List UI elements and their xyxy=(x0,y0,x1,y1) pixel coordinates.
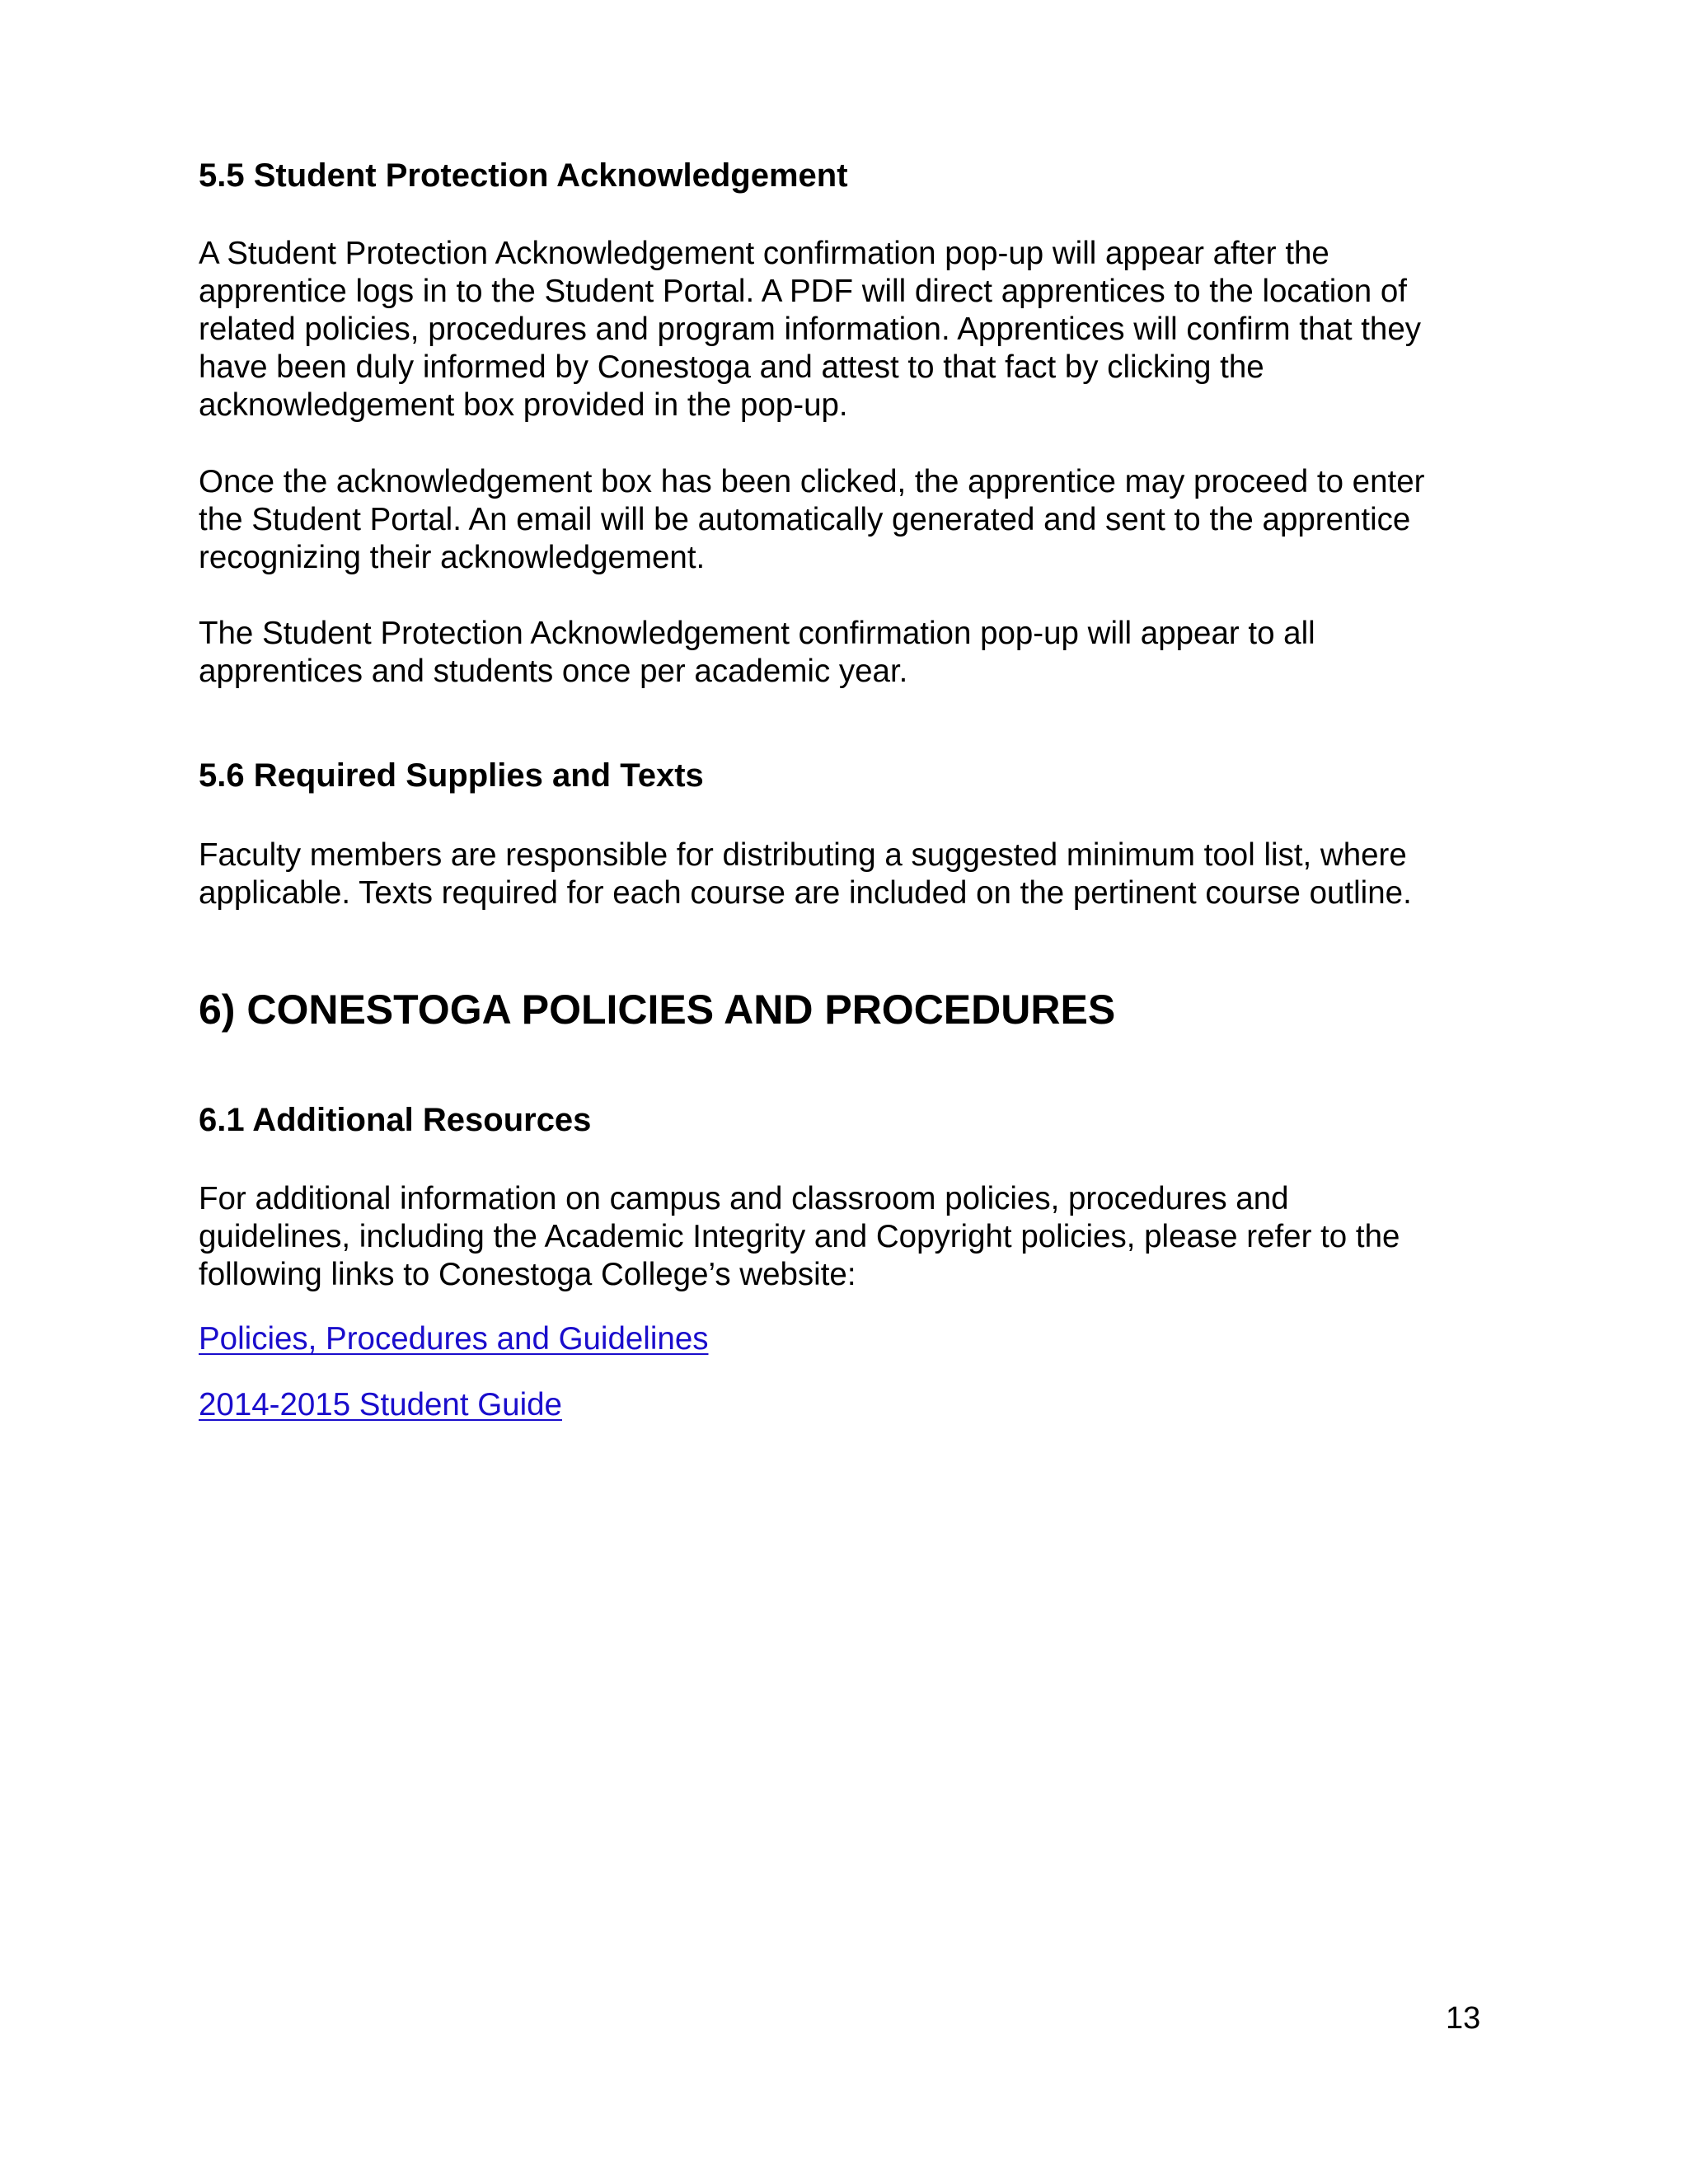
section-6-1-paragraph-1 xyxy=(199,1180,1501,1294)
text-line: have been duly informed by Conestoga and attest to that fact by clicking the xyxy=(199,349,1264,385)
section-5-5-paragraph-3 xyxy=(199,615,1501,691)
section-5-5-paragraph-2 xyxy=(199,463,1501,577)
section-5-5-paragraph-1 xyxy=(199,235,1501,424)
text-line: apprentice logs in to the Student Portal. A PDF will direct apprentices to the location of xyxy=(199,274,1407,309)
text-line: applicable. Texts required for each course are included on the pertinent course outline. xyxy=(199,875,1412,911)
policies-procedures-guidelines-link[interactable]: Policies, Procedures and Guidelines xyxy=(199,1321,709,1357)
section-5-5-heading: 5.5 Student Protection Acknowledgement xyxy=(199,157,848,194)
text-line: For additional information on campus and classroom policies, procedures and xyxy=(199,1181,1289,1216)
page-number: 13 xyxy=(1446,2001,1481,2036)
section-5-6-paragraph-1 xyxy=(199,837,1501,912)
section-5-6-heading: 5.6 Required Supplies and Texts xyxy=(199,757,704,794)
text-line: recognizing their acknowledgement. xyxy=(199,540,706,575)
section-6-1-heading: 6.1 Additional Resources xyxy=(199,1102,592,1138)
text-line: The Student Protection Acknowledgement confirmation pop-up will appear to all xyxy=(199,616,1315,651)
section-6-heading: 6) CONESTOGA POLICIES AND PROCEDURES xyxy=(199,987,1116,1033)
text-line: A Student Protection Acknowledgement confirmation pop-up will appear after the xyxy=(199,236,1329,271)
student-guide-link[interactable]: 2014-2015 Student Guide xyxy=(199,1387,562,1422)
text-line: guidelines, including the Academic Integrity and Copyright policies, please refer to the xyxy=(199,1219,1400,1254)
text-line: acknowledgement box provided in the pop-up. xyxy=(199,387,848,423)
text-line: Once the acknowledgement box has been clicked, the apprentice may proceed to enter xyxy=(199,464,1425,499)
text-line: related policies, procedures and program information. Apprentices will confirm that they xyxy=(199,312,1421,347)
text-line: apprentices and students once per academic year. xyxy=(199,654,908,689)
text-line: the Student Portal. An email will be automatically generated and sent to the apprentice xyxy=(199,502,1411,537)
document-page xyxy=(199,0,1501,2184)
text-line: following links to Conestoga College’s website: xyxy=(199,1257,856,1292)
text-line: Faculty members are responsible for distributing a suggested minimum tool list, where xyxy=(199,837,1407,873)
